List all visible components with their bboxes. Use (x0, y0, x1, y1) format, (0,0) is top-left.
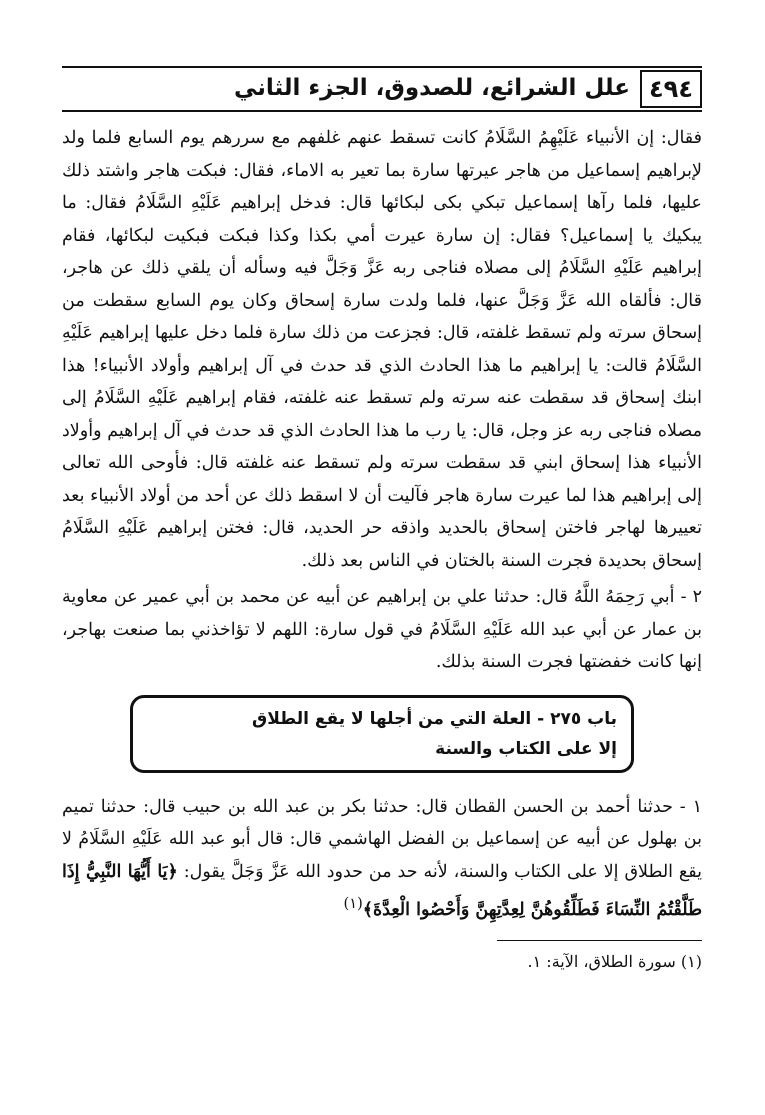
footnote-marker: (١) (343, 895, 363, 912)
paragraph-2: ٢ - أبي رَحِمَهُ اللَّهُ قال: حدثنا علي بن إبراهيم عن أبيه عن محمد بن أبي عمير عن معاوية بن عمار عن أبي عبد الله عَلَيْهِ السَّلَامُ في قول سارة: اللهم لا تؤاخذني بما صنعت بهاجر، إنها كانت خفضتها فجرت السنة بذلك. (62, 587, 702, 672)
chapter-heading-box (130, 695, 634, 773)
hadith-paragraph (62, 791, 702, 927)
page-header (62, 66, 702, 112)
chapter-title-line-2: إلا على الكتاب والسنة (435, 738, 617, 759)
paragraph-1: فقال: إن الأنبياء عَلَيْهِمُ السَّلَامُ كانت تسقط عنهم غلفهم مع سررهم يوم السابع فلما ولد لإبراهيم إسماعيل من هاجر عيرتها سارة بما تعير به الاماء، فقال: فبكت هاجر واشتد ذلك عليها، فلما رآها إسماعيل تبكي بكى لبكائها قال: فدخل إبراهيم عَلَيْهِ السَّلَامُ فقال: ما يبكيك يا إسماعيل؟ فقال: إن سارة عيرت أمي بكذا وكذا فبكت فبكيت لبكائها، فقام إبراهيم عَلَيْهِ السَّلَامُ إلى مصلاه فناجى ربه عَزَّ وَجَلَّ فيه وسأله أن يلقي ذلك عن هاجر، قال: فألقاه الله عَزَّ وَجَلَّ عنها، فلما ولدت سارة إسحاق وكان يوم السابع سقطت من إسحاق سرته ولم تسقط غلفته، قال: فجزعت من ذلك سارة فلما دخل عليها إبراهيم عَلَيْهِ السَّلَامُ قالت: يا إبراهيم ما هذا الحادث الذي قد حدث في آل إبراهيم وأولاد الأنبياء! هذا ابنك إسحاق قد سقطت عنه سرته ولم تسقط عنه غلفته، فقام إبراهيم عَلَيْهِ السَّلَامُ إلى مصلاه فناجى ربه عز وجل، قال: يا رب ما هذا الحادث الذي قد حدث في آل إبراهيم وأولاد الأنبياء هذا إسحاق ابني قد سقطت سرته ولم تسقط عنه غلفته قال: فأوحى الله تعالى إلى إبراهيم هذا لما عيرت سارة هاجر فآليت أن لا اسقط ذلك عن أحد من أولاد الأنبياء بعد تعييرها لهاجر فاختن إسحاق بالحديد واذقه حر الحديد، قال: فختن إبراهيم عَلَيْهِ السَّلَامُ إسحاق بحديدة فجرت السنة بالختان في الناس بعد ذلك. (62, 128, 702, 571)
footnote-divider (497, 940, 702, 941)
hadith-text: ١ - حدثنا أحمد بن الحسن القطان قال: حدثنا بكر بن عبد الله بن حبيب قال: حدثنا تميم بن بهلول عن أبيه عن إسماعيل بن الفضل الهاشمي قال: قال أبو عبد الله عَلَيْهِ السَّلَامُ لا يقع الطلاق إلا على الكتاب والسنة، لأنه حد من حدود الله عَزَّ وَجَلَّ يقول: (62, 796, 702, 882)
main-text (62, 122, 702, 926)
page-number: ٤٩٤ (640, 70, 702, 108)
book-page (62, 66, 702, 975)
footnote: (١) سورة الطلاق، الآية: ١. (527, 952, 702, 972)
quran-verse: ﴿يَا أَيُّهَا النَّبِيُّ إِذَا طَلَّقْتُمُ النِّسَاءَ فَطَلِّقُوهُنَّ لِعِدَّتِهِنَّ وَأَحْصُوا الْعِدَّةَ﴾ (62, 861, 702, 920)
chapter-title-line-1: باب ٢٧٥ - العلة التي من أجلها لا يقع الطلاق (252, 708, 617, 729)
header-top-rule (62, 66, 702, 68)
running-title: علل الشرائع، للصدوق، الجزء الثاني (233, 75, 630, 101)
